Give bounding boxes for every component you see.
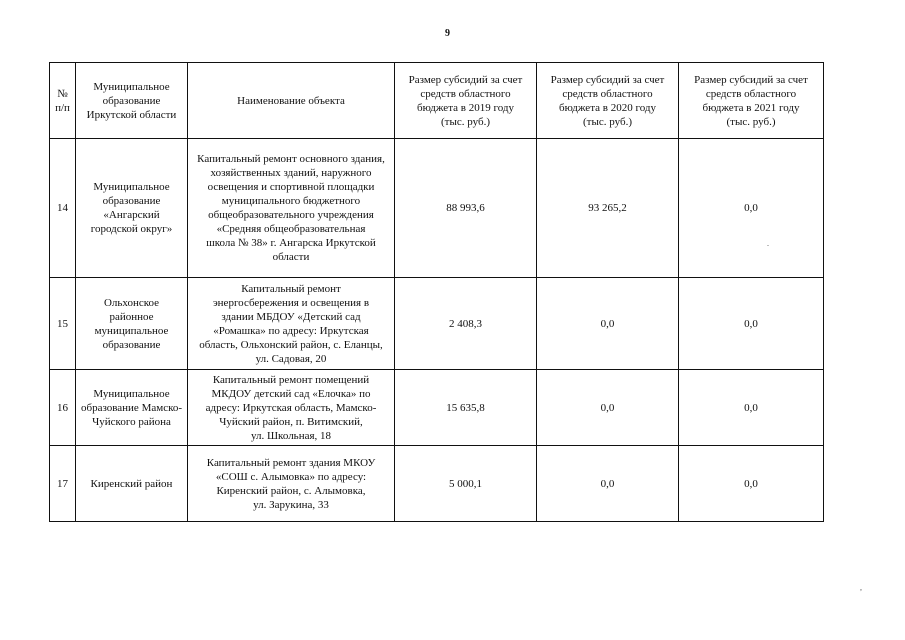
row-subsidy-2021: 0,0 <box>679 446 824 522</box>
table-row <box>50 446 824 522</box>
row-object: Капитальный ремонт помещений МКДОУ детский сад «Елочка» по адресу: Иркутская область, Мамско- Чуйский район, п. Витимский, ул. Школьная, 18 <box>188 370 395 446</box>
row-municipality: Киренский район <box>76 446 188 522</box>
row-subsidy-2019: 88 993,6 <box>395 139 537 278</box>
table-row <box>50 278 824 370</box>
row-num: 14 <box>50 139 76 278</box>
row-subsidy-2021: 0,0 <box>679 139 824 278</box>
row-subsidy-2019: 5 000,1 <box>395 446 537 522</box>
row-num: 15 <box>50 278 76 370</box>
row-municipality: Муниципальное образование «Ангарский городской округ» <box>76 139 188 278</box>
row-subsidy-2020: 0,0 <box>537 278 679 370</box>
table-header-row <box>50 63 824 139</box>
row-subsidy-2019: 15 635,8 <box>395 370 537 446</box>
header-subsidy-2021: Размер субсидий за счет средств областного бюджета в 2021 году (тыс. руб.) <box>679 63 824 139</box>
table-row <box>50 139 824 278</box>
table-row <box>50 370 824 446</box>
row-subsidy-2021: 0,0 <box>679 370 824 446</box>
scan-speck: , <box>860 583 862 592</box>
row-municipality: Муниципальное образование Мамско- Чуйского района <box>76 370 188 446</box>
header-subsidy-2019: Размер субсидий за счет средств областного бюджета в 2019 году (тыс. руб.) <box>395 63 537 139</box>
page-number: 9 <box>445 28 450 39</box>
row-object: Капитальный ремонт здания МКОУ «СОШ с. Алымовка» по адресу: Киренский район, с. Алымовка, ул. Зарукина, 33 <box>188 446 395 522</box>
row-subsidy-2021: 0,0 <box>679 278 824 370</box>
header-num: № п/п <box>50 63 76 139</box>
row-subsidy-2020: 0,0 <box>537 370 679 446</box>
header-object: Наименование объекта <box>188 63 395 139</box>
row-object: Капитальный ремонт энергосбережения и освещения в здании МБДОУ «Детский сад «Ромашка» по адресу: Иркутская область, Ольхонский район, с. Еланцы, ул. Садовая, 20 <box>188 278 395 370</box>
row-subsidy-2020: 0,0 <box>537 446 679 522</box>
row-municipality: Ольхонское районное муниципальное образование <box>76 278 188 370</box>
row-num: 17 <box>50 446 76 522</box>
row-num: 16 <box>50 370 76 446</box>
header-subsidy-2020: Размер субсидий за счет средств областного бюджета в 2020 году (тыс. руб.) <box>537 63 679 139</box>
row-object: Капитальный ремонт основного здания, хозяйственных зданий, наружного освещения и спортивной площадки муниципального бюджетного общеобразовательного учреждения «Средняя общеобразовательная школа № 38» г. Ангарска Иркутской области <box>188 139 395 278</box>
row-subsidy-2020: 93 265,2 <box>537 139 679 278</box>
row-subsidy-2019: 2 408,3 <box>395 278 537 370</box>
scan-speck: . <box>767 239 769 248</box>
header-municipality: Муниципальное образование Иркутской области <box>76 63 188 139</box>
subsidy-table <box>49 62 824 522</box>
